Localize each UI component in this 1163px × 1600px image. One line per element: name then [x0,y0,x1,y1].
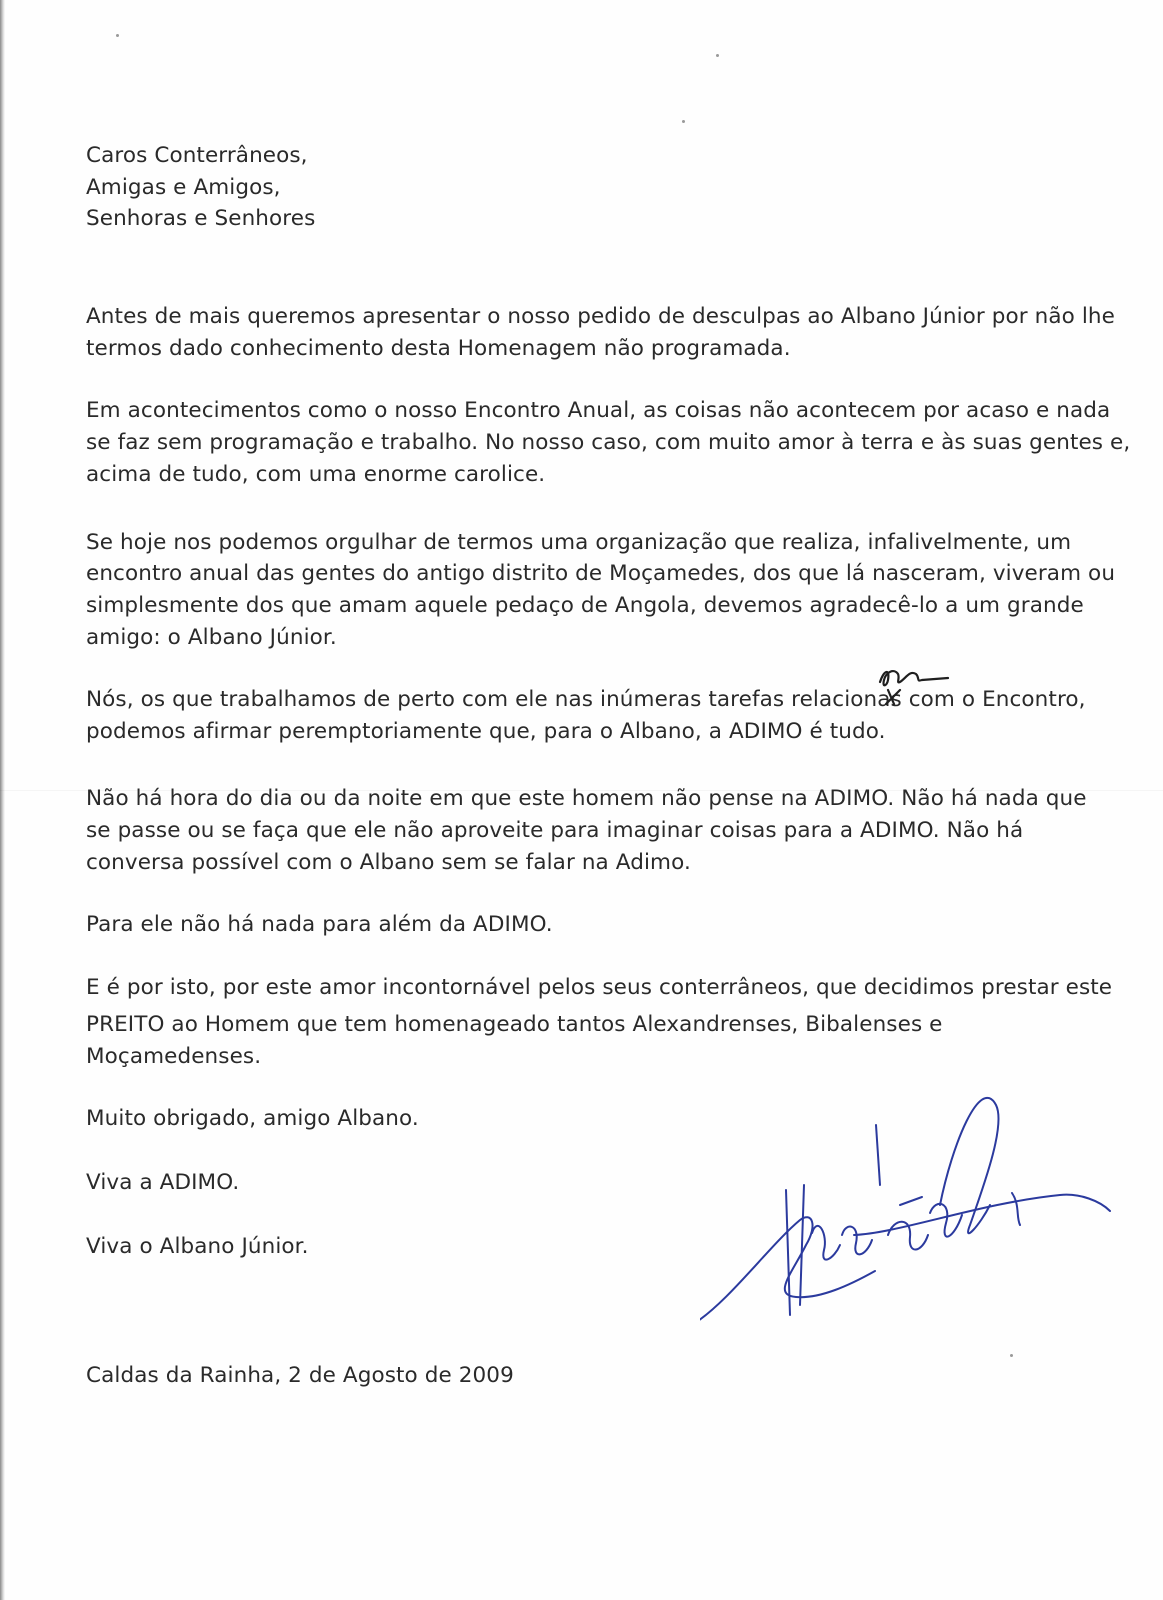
paragraph-line: amigo: o Albano Júnior. [86,625,337,650]
paragraph-line: Para ele não há nada para além da ADIMO. [86,912,553,937]
paragraph-line: podemos afirmar peremptoriamente que, para o Albano, a ADIMO é tudo. [86,719,886,744]
salutation-line: Senhoras e Senhores [86,206,316,231]
closing-line: Muito obrigado, amigo Albano. [86,1106,419,1131]
paragraph-line: se passe ou se faça que ele não aproveite para imaginar coisas para a ADIMO. Não há [86,818,1024,843]
paragraph-line: Antes de mais queremos apresentar o nosso pedido de desculpas ao Albano Júnior por não lhe [86,304,1115,329]
salutation-line: Caros Conterrâneos, [86,143,308,168]
place-date: Caldas da Rainha, 2 de Agosto de 2009 [86,1363,514,1388]
paragraph-line: encontro anual das gentes do antigo distrito de Moçamedes, dos que lá nasceram, viveram ou [86,561,1116,586]
paragraph-line: Não há hora do dia ou da noite em que este homem não pense na ADIMO. Não há nada que [86,786,1087,811]
paragraph-line: E é por isto, por este amor incontornável pelos seus conterrâneos, que decidimos prestar este [86,975,1113,1000]
paragraph-line: Em acontecimentos como o nosso Encontro Anual, as coisas não acontecem por acaso e nada [86,398,1111,423]
paragraph-line: se faz sem programação e trabalho. No nosso caso, com muito amor à terra e às suas gentes e, [86,430,1131,455]
paper-speck [682,120,685,123]
paragraph-line: PREITO ao Homem que tem homenageado tantos Alexandrenses, Bibalenses e [86,1012,943,1037]
paper-speck [716,54,719,57]
paragraph-line: conversa possível com o Albano sem se falar na Adimo. [86,850,691,875]
paragraph-line: Moçamedenses. [86,1044,262,1069]
salutation-line: Amigas e Amigos, [86,175,281,200]
closing-line: Viva o Albano Júnior. [86,1234,309,1259]
paragraph-line: termos dado conhecimento desta Homenagem não programada. [86,336,791,361]
closing-line: Viva a ADIMO. [86,1170,240,1195]
paragraph-line: Nós, os que trabalhamos de perto com ele nas inúmeras tarefas relacionas com o Encontro, [86,687,1086,712]
page-edge-shadow [0,0,5,1600]
handwritten-correction [876,660,956,720]
signature [700,1085,1120,1355]
paragraph-line: simplesmente dos que amam aquele pedaço de Angola, devemos agradecê-lo a um grande [86,593,1084,618]
paragraph-line: acima de tudo, com uma enorme carolice. [86,462,546,487]
paragraph-line: Se hoje nos podemos orgulhar de termos uma organização que realiza, infalivelmente, um [86,530,1072,555]
paper-speck [116,34,119,37]
